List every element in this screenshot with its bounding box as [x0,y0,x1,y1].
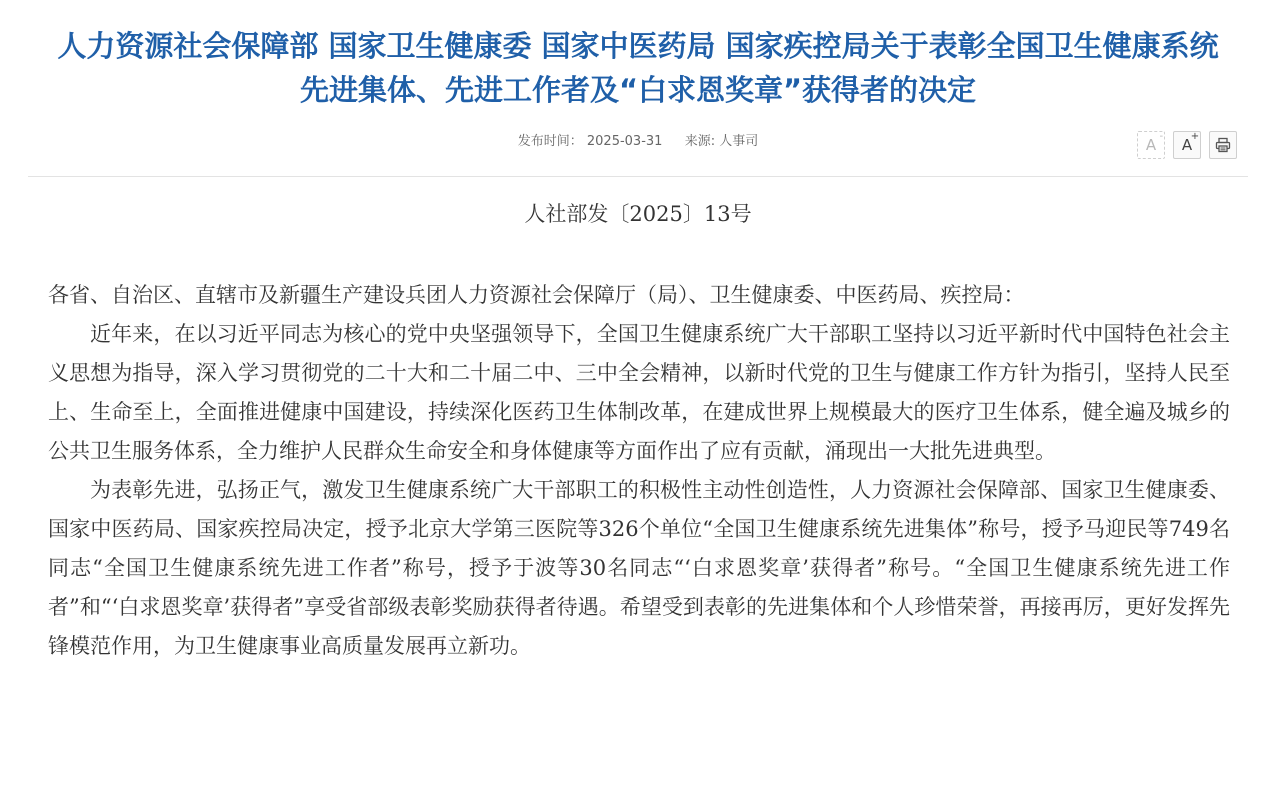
article-toolbar [1137,131,1237,159]
document-number: 人社部发〔2025〕13号 [524,202,752,226]
font-increase-icon: A + [1181,130,1200,154]
print-button[interactable] [1209,131,1237,159]
publish-label: 发布时间： [517,134,583,149]
font-decrease-icon: A - [1145,130,1164,154]
article-title-line1: 人力资源社会保障部 国家卫生健康委 国家中医药局 国家疾控局关于表彰全国卫生健康系统 [57,29,1219,63]
font-increase-button[interactable] [1173,131,1201,159]
article-body [48,276,1230,666]
source-value: 人事司 [719,134,759,149]
article-title [20,24,1256,112]
source-label: 来源: [684,134,716,149]
printer-icon [1215,137,1231,153]
paragraph-2: 为表彰先进，弘扬正气，激发卫生健康系统广大干部职工的积极性主动性创造性，人力资源社会保障部、国家卫生健康委、国家中医药局、国家疾控局决定，授予北京大学第三医院等326个单位“全国卫生健康系统先进集体”称号，授予马迎民等749名同志“全国卫生健康系统先进工作者”称号，授予于波等30名同志“‘白求恩奖章’获得者”称号。“全国卫生健康系统先进工作者”和“‘白求恩奖章’获得者”享受省部级表彰奖励获得者待遇。希望受到表彰的先进集体和个人珍惜荣誉，再接再厉，更好发挥先锋模范作用，为卫生健康事业高质量发展再立新功。 [48,478,1230,658]
article-title-line2: 先进集体、先进工作者及“白求恩奖章”获得者的决定 [299,73,977,107]
publish-date: 2025-03-31 [586,134,663,149]
paragraph-1: 近年来，在以习近平同志为核心的党中央坚强领导下，全国卫生健康系统广大干部职工坚持以习近平新时代中国特色社会主义思想为指导，深入学习贯彻党的二十大和二十届二中、三中全会精神，以新时代党的卫生与健康工作方针为指引，坚持人民至上、生命至上，全面推进健康中国建设，持续深化医药卫生体制改革，在建成世界上规模最大的医疗卫生体系，健全遍及城乡的公共卫生服务体系，全力维护人民群众生命安全和身体健康等方面作出了应有贡献，涌现出一大批先进典型。 [48,322,1230,463]
article-meta [0,130,1276,154]
header-divider [28,176,1248,177]
salutation: 各省、自治区、直辖市及新疆生产建设兵团人力资源社会保障厅（局）、卫生健康委、中医药局、疾控局： [48,283,1025,307]
font-decrease-button[interactable] [1137,131,1165,159]
